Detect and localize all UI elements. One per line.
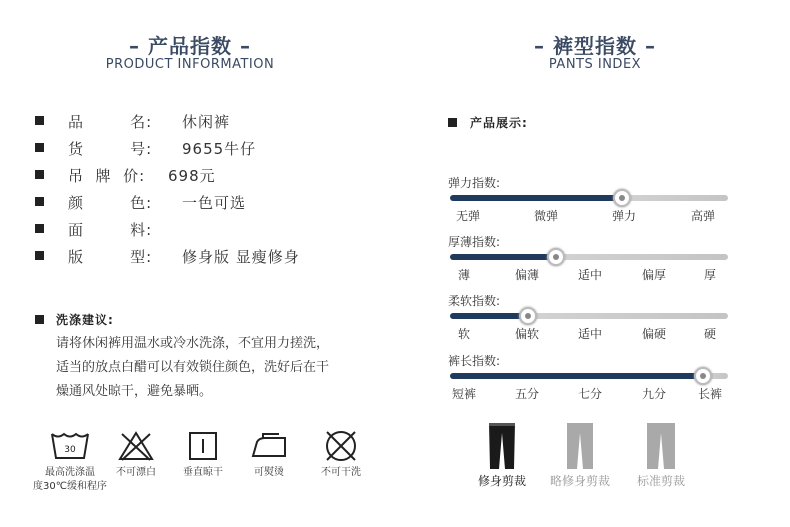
wash-title: 洗涤建议:: [56, 313, 114, 327]
slider-knob: [613, 189, 631, 207]
slider-tick-label: 高弹: [690, 209, 715, 223]
info-value: 修身版 显瘦修身: [182, 248, 300, 266]
no-bleach-icon: [118, 430, 154, 462]
wash-instructions: [56, 332, 376, 404]
bullet-square: [35, 116, 44, 125]
slider-tick-label: 无弹: [455, 209, 480, 223]
pants-slim-icon: [488, 423, 516, 469]
slider-track: [450, 373, 728, 379]
bullet-square: [35, 315, 44, 324]
slider-tick-label: 长裤: [697, 387, 722, 401]
slider-tick-label: 薄: [457, 268, 470, 282]
bullet-square: [35, 224, 44, 233]
slider-tick-label: 五分: [514, 387, 539, 401]
slider-knob: [519, 307, 537, 325]
cut-label-semi-slim: 略修身剪裁: [549, 474, 610, 488]
slider-label: 柔软指数:: [448, 294, 501, 308]
wash-line: 适当的放点白醋可以有效锁住颜色，洗好后在干: [56, 360, 330, 375]
slider-track: [450, 195, 728, 201]
iron-icon: [249, 430, 289, 462]
info-label: 货 号:: [68, 140, 153, 158]
wash-30-icon: [50, 430, 90, 462]
info-label: 品 名:: [68, 113, 153, 131]
slider-tick-label: 适中: [577, 268, 602, 282]
care-label: 不可干洗: [321, 467, 361, 478]
slider-tick-label: 厚: [703, 268, 716, 282]
info-label: 颜 色:: [68, 194, 153, 212]
slider-tick-label: 偏硬: [641, 327, 666, 341]
slider-knob: [694, 367, 712, 385]
pants-subtitle: PANTS INDEX: [548, 57, 642, 72]
care-label: [20, 466, 120, 494]
slider-tick-label: 微弹: [533, 209, 558, 223]
slider-tick-label: 弹力: [611, 209, 636, 223]
wash-line: 请将休闲裤用温水或冷水洗涤，不宜用力搓洗，: [56, 336, 330, 351]
cut-label-standard: 标准剪裁: [636, 474, 685, 488]
info-value: 一色可选: [182, 194, 247, 212]
care-label: 可熨烫: [254, 467, 284, 478]
slider-tick-label: 偏厚: [641, 268, 666, 282]
care-label: 不可漂白: [116, 467, 156, 478]
slider-label: 弹力指数:: [448, 176, 501, 190]
wash-line: 燥通风处晾干，避免暴晒。: [56, 384, 213, 399]
slider-tick-label: 九分: [641, 387, 666, 401]
bullet-square: [35, 251, 44, 260]
bullet-square: [448, 118, 457, 127]
care-label-line: 度30℃缓和程序: [33, 481, 107, 492]
slider-tick-label: 软: [457, 327, 470, 341]
bullet-square: [35, 143, 44, 152]
wash-temp-badge: 30: [64, 445, 76, 455]
slider-tick-label: 偏薄: [514, 268, 539, 282]
slider-tick-label: 短裤: [451, 387, 476, 401]
care-label-line: 最高洗涤温: [45, 467, 95, 478]
pants-standard-icon: [646, 423, 676, 469]
pants-title: – 裤型指数 –: [534, 34, 656, 58]
no-dry-clean-icon: [323, 428, 359, 464]
slider-knob: [547, 248, 565, 266]
slider-track: [450, 254, 728, 260]
slider-track: [450, 313, 728, 319]
info-value: 9655牛仔: [182, 140, 257, 158]
hang-dry-icon: [187, 430, 219, 462]
slider-tick-label: 硬: [703, 327, 716, 341]
cut-label-slim: 修身剪裁: [477, 474, 526, 488]
slider-label: 厚薄指数:: [448, 235, 501, 249]
info-label: 吊 牌 价:: [68, 167, 146, 185]
slider-tick-label: 七分: [577, 387, 602, 401]
display-label: 产品展示:: [470, 116, 528, 130]
slider-tick-label: 偏软: [514, 327, 539, 341]
slider-label: 裤长指数:: [448, 354, 501, 368]
bullet-square: [35, 170, 44, 179]
care-label: 垂直晾干: [183, 467, 223, 478]
product-subtitle: PRODUCT INFORMATION: [105, 57, 275, 72]
info-value: 698元: [168, 167, 216, 185]
product-title: – 产品指数 –: [129, 34, 251, 58]
bullet-square: [35, 197, 44, 206]
slider-tick-label: 适中: [577, 327, 602, 341]
pants-semi-slim-icon: [566, 423, 594, 469]
info-label: 版 型:: [68, 248, 153, 266]
info-label: 面 料:: [68, 221, 153, 239]
info-value: 休闲裤: [182, 113, 231, 131]
